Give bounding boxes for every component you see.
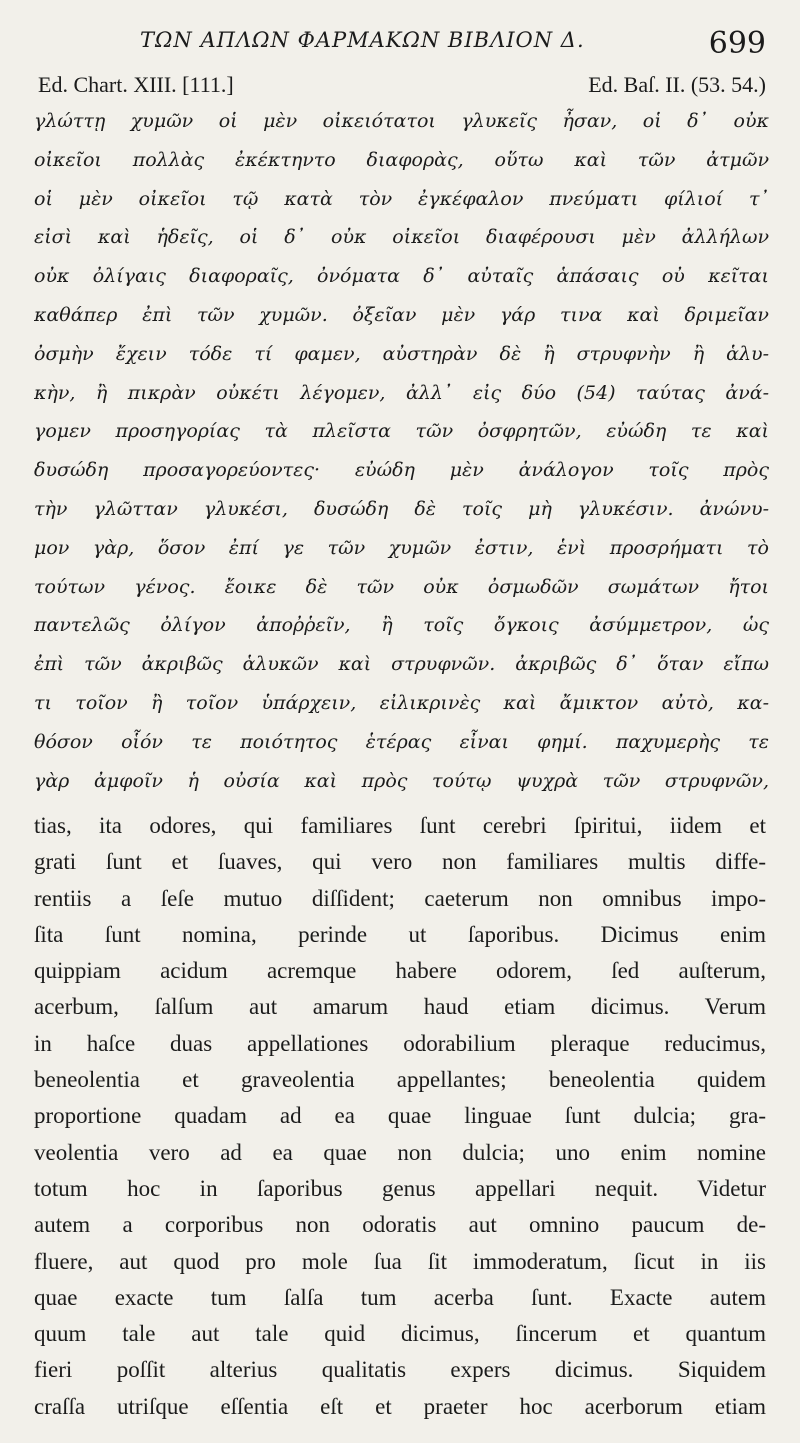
latin-line: in haſce duas appellationes odorabilium pleraque reducimus,: [34, 1030, 766, 1056]
latin-text-block: [34, 808, 766, 1425]
greek-line: τούτων γένος. ἔοικε δὲ τῶν οὐκ ὀσμωδῶν σωμάτων ἤτοι: [34, 575, 769, 598]
latin-line: beneolentia et graveolentia appellantes; beneolentia quidem: [34, 1067, 766, 1093]
greek-line: μον γὰρ, ὅσον ἐπί γε τῶν χυμῶν ἐστιν, ἑνὶ προσρήματι τὸ: [34, 536, 769, 559]
latin-line: ſita ſunt nomina, perinde ut ſaporibus. Dicimus enim: [34, 921, 766, 947]
edition-reference-line: [38, 72, 766, 100]
greek-text-block: [34, 102, 769, 800]
greek-line: γὰρ ἀμφοῖν ἡ οὐσία καὶ πρὸς τούτῳ ψυχρὰ τῶν στρυφνῶν,: [34, 769, 769, 792]
greek-line: τι τοῖον ἢ τοῖον ὑπάρχειν, εἰλικρινὲς καὶ ἄμικτον αὐτὸ, κα-: [34, 691, 769, 714]
greek-line: οἱ μὲν οἰκεῖοι τῷ κατὰ τὸν ἐγκέφαλον πνεύματι φίλιοί τ᾽: [34, 187, 769, 210]
running-title: ΤΩΝ ΑΠΛΩΝ ΦΑΡΜΑΚΩΝ ΒΙΒΛΙΟΝ Δ.: [140, 28, 585, 52]
latin-line: autem a corporibus non odoratis aut omnino paucum de-: [34, 1212, 766, 1238]
edition-reference-right: Ed. Baſ. II. (53. 54.): [588, 72, 766, 97]
latin-line: proportione quadam ad ea quae linguae ſunt dulcia; gra-: [34, 1103, 766, 1129]
latin-line: acerbum, ſalſum aut amarum haud etiam dicimus. Verum: [34, 994, 766, 1020]
latin-line: rentiis a ſeſe mutuo diſſident; caeterum non omnibus impo-: [34, 885, 766, 911]
edition-reference-left: Ed. Chart. XIII. [111.]: [38, 72, 234, 97]
latin-line: quippiam acidum acremque habere odorem, ſed auſterum,: [34, 958, 766, 984]
latin-line: grati ſunt et ſuaves, qui vero non familiares multis diffe-: [34, 849, 766, 875]
greek-line: θόσον οἷόν τε ποιότητος ἑτέρας εἶναι φημί. παχυμερὴς τε: [34, 730, 769, 753]
greek-line: εἰσὶ καὶ ἡδεῖς, οἱ δ᾽ οὐκ οἰκεῖοι διαφέρουσι μὲν ἀλλήλων: [34, 226, 769, 249]
page-number: 699: [708, 26, 766, 61]
greek-line: δυσώδη προσαγορεύοντες· εὐώδη μὲν ἀνάλογον τοῖς πρὸς: [34, 459, 769, 482]
latin-line: totum hoc in ſaporibus genus appellari nequit. Videtur: [34, 1175, 766, 1201]
latin-line: tias, ita odores, qui familiares ſunt cerebri ſpiritui, iidem et: [34, 813, 766, 838]
latin-line: quum tale aut tale quid dicimus, ſincerum et quantum: [34, 1321, 766, 1347]
greek-line: κὴν, ἢ πικρὰν οὐκέτι λέγομεν, ἀλλ᾽ εἰς δύο (54) ταύτας ἀνά-: [34, 381, 769, 404]
greek-line: παντελῶς ὀλίγον ἀποῤῥεῖν, ἢ τοῖς ὄγκοις ἀσύμμετρον, ὡς: [34, 614, 769, 637]
latin-line: craſſa utriſque eſſentia eſt et praeter hoc acerborum etiam: [34, 1393, 766, 1419]
latin-line: quae exacte tum ſalſa tum acerba ſunt. Exacte autem: [34, 1284, 766, 1310]
greek-line: οὐκ ὀλίγαις διαφοραῖς, ὀνόματα δ᾽ αὐταῖς ἁπάσαις οὐ κεῖται: [34, 265, 769, 288]
greek-line: γομεν προσηγορίας τὰ πλεῖστα τῶν ὀσφρητῶν, εὐώδη τε καὶ: [34, 420, 769, 443]
latin-line: fieri poſſit alterius qualitatis expers dicimus. Siquidem: [34, 1357, 766, 1383]
greek-line: ὀσμὴν ἔχειν τόδε τί φαμεν, αὐστηρὰν δὲ ἢ στρυφνὴν ἢ ἁλυ-: [34, 342, 769, 365]
latin-line: veolentia vero ad ea quae non dulcia; uno enim nomine: [34, 1139, 766, 1165]
greek-line: οἰκεῖοι πολλὰς ἐκέκτηντο διαφορὰς, οὕτω καὶ τῶν ἀτμῶν: [34, 148, 769, 171]
greek-line: γλώττῃ χυμῶν οἱ μὲν οἰκειότατοι γλυκεῖς ἦσαν, οἱ δ᾽ οὐκ: [34, 110, 769, 132]
latin-line: fluere, aut quod pro mole ſua ſit immoderatum, ſicut in iis: [34, 1248, 766, 1274]
greek-line: ἐπὶ τῶν ἀκριβῶς ἁλυκῶν καὶ στρυφνῶν. ἀκριβῶς δ᾽ ὅταν εἴπω: [34, 653, 769, 676]
greek-line: καθάπερ ἐπὶ τῶν χυμῶν. ὀξεῖαν μὲν γάρ τινα καὶ δριμεῖαν: [34, 303, 769, 326]
greek-line: τὴν γλῶτταν γλυκέσι, δυσώδη δὲ τοῖς μὴ γλυκέσιν. ἀνώνυ-: [34, 497, 769, 520]
